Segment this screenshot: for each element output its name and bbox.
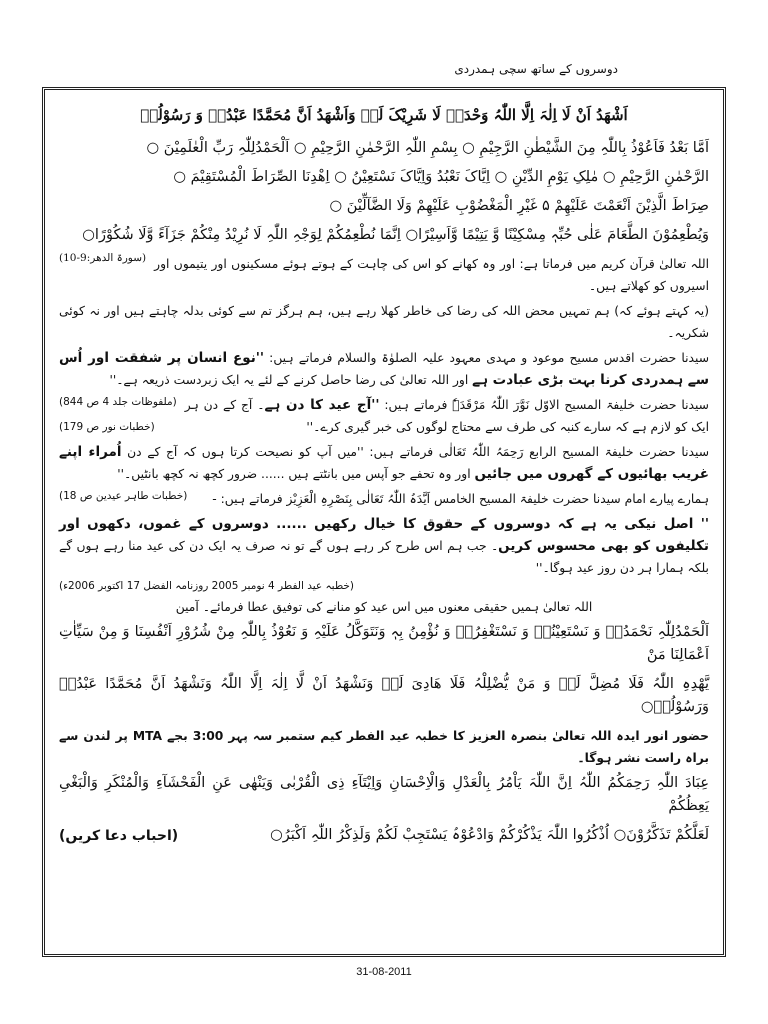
khalifa5-intro: ہمارے پیارے امام سیدنا حضرت خلیفۃ المسیح الخامس اَیَّدَہُ اللّٰہُ تَعَالٰی بِنَصْرِہِ الْعَزِیْز فرماتے ہیں: - <box>212 492 709 506</box>
translation-line-1: اللہ تعالیٰ قرآن کریم میں فرماتا ہے: اور وہ کھانے کو اس کی چاہت کے ہوتے ہوئے مسکینوں اور یتیموں اور اسیروں کو کھلاتے ہیں۔ <box>154 257 709 293</box>
khalifa4-intro: سیدنا حضرت خلیفۃ المسیح الرابع رَحِمَہُ اللّٰہُ تَعَالٰی فرماتے ہیں: ''میں آپ کو نصیحت کرتا ہوں کہ آج کے دن <box>121 445 710 459</box>
khalifa4-reference: (خطبات طاہر عیدین ص 18) <box>59 490 188 502</box>
content-frame <box>42 87 726 957</box>
khalifa1-quote-bold: ''آج عید کا دن ہے <box>264 397 380 413</box>
fatiha-line-2: الرَّحْمٰنِ الرَّحِیْمِ ○ مٰلِکِ یَوْمِ الدِّیْنِ ○ اِیَّاکَ نَعْبُدُ وَاِیَّاکَ نَسْتَعِیْنُ ○ اِھْدِنَا الصِّرَاطَ الْمُسْتَقِیْمَ ○ <box>173 169 709 185</box>
closing-line-1: عِبَادَ اللّٰہِ رَحِمَکُمُ اللّٰہُ اِنَّ اللّٰہَ یَاْمُرُ بِالْعَدْلِ وَالْاِحْسَانِ وَاِیْتَآءِ ذِی الْقُرْبٰی وَیَنْھٰی عَنِ الْفَحْشَآءِ وَالْمُنْکَرِ وَالْبَغْیِ یَعِظُکُمْ <box>59 775 709 814</box>
khalifa5-reference: (خطبہ عید الفطر 4 نومبر 2005 روزنامہ الفضل 17 اکتوبر 2006ء) <box>59 580 355 592</box>
fatiha-line-1: اَمَّا بَعْدُ فَاَعُوْذُ بِاللّٰہِ مِنَ الشَّیْطٰنِ الرَّجِیْمِ ○ بِسْمِ اللّٰہِ الرَّحْمٰنِ الرَّحِیْمِ ○ اَلْحَمْدُلِلّٰہِ رَبِّ الْعٰلَمِیْنَ ○ <box>146 140 709 156</box>
masih-quote-rest: اور اللہ تعالیٰ کی رضا حاصل کرنے کے لئے یہ ایک زبردست ذریعہ ہے۔'' <box>109 373 473 387</box>
verse-reference: (سورۃ الدھر:9-10) <box>59 252 147 264</box>
prayer-line: اللہ تعالیٰ ہمیں حقیقی معنوں میں اس عید کو منانے کی توفیق عطا فرمائے۔ آمین <box>175 600 593 614</box>
khalifa1-quote-rest: ۔ آج کے دن ہر ایک کو لازم ہے کہ سارے کنبہ کی طرف سے محتاج لوگوں کی خبر گیری کرے۔'' <box>184 398 709 434</box>
khalifa4-quote-rest: اور وہ تحفے جو آپس میں بانٹتے ہیں ...... ضرور کچھ نہ کچھ بانٹیں۔'' <box>117 467 475 481</box>
page-header-title: دوسروں کے ساتھ سچی ہمدردی <box>454 62 618 76</box>
khalifa5-quote <box>59 513 709 579</box>
masih-reference: (ملفوظات جلد 4 ص 844) <box>59 396 177 408</box>
broadcast-announcement: حضور انور ایدہ اللہ تعالیٰ بنصرہ العزیز کا خطبہ عید الفطر کیم ستمبر سہ پہر 3:00 بجے MTA پر لندن سے براہ راست نشر ہوگا۔ <box>59 729 709 765</box>
fatiha-line-3: صِرَاطَ الَّذِیْنَ اَنْعَمْتَ عَلَیْھِمْ ۵ غَیْرِ الْمَغْضُوْبِ عَلَیْھِمْ وَلَا الضَّآلِّیْنَ ○ <box>329 198 709 214</box>
closing-final-row <box>59 824 709 847</box>
verse-text: وَیُطْعِمُوْنَ الطَّعَامَ عَلٰی حُبِّہٖ مِسْکِیْنًا وَّ یَتِیْمًا وَّاَسِیْرًا○ اِنَّمَا نُطْعِمُکُمْ لِوَجْہِ اللّٰہِ لَا نُرِیْدُ مِنْکُمْ جَزَآءً وَّلَا شُکُوْرًا○ <box>82 227 709 243</box>
shahada-line: اَشْھَدُ اَنْ لَا اِلٰہَ اِلَّا اللّٰہُ وَحْدَہٗ لَا شَرِیْکَ لَہٗ وَاَشْھَدُ اَنَّ مُحَمَّدًا عَبْدُہٗ وَ رَسُوْلُہٗ <box>140 106 628 124</box>
quran-verse <box>59 224 709 264</box>
khalifa4-quote-bold: اُمراء اپنے غریب بھائیوں کے گھروں میں جائیں <box>59 444 709 482</box>
hamd-line-2: یَّھْدِہِ اللّٰہُ فَلَا مُضِلَّ لَہٗ وَ مَنْ یُّضْلِلْہُ فَلَا ھَادِیَ لَہٗ وَنَشْھَدُ اَنْ لَّا اِلٰہَ اِلَّا اللّٰہُ وَنَشْھَدُ اَنَّ مُحَمَّدًا عَبْدُہٗ وَرَسُوْلُہٗ○ <box>59 676 709 715</box>
khalifa1-intro: سیدنا حضرت خلیفۃ المسیح الاوّل نَوَّرَ اللّٰہُ مَرْقَدَہٗ فرماتے ہیں: <box>379 398 709 412</box>
khalifa5-quote-bold: '' اصل نیکی یہ ہے کہ دوسروں کے حقوق کا خیال رکھیں ...... دوسروں کے غموں، دکھوں اور تکلیفوں کو بھی محسوس کریں <box>59 516 709 554</box>
khalifa5-quote-rest: ۔ جب ہم اس طرح کر رہے ہوں گے تو نہ صرف یہ ایک دن کی عید منا رہے ہوں گے بلکہ ہمارا ہر دن روز عید ہوگا۔'' <box>59 539 709 575</box>
masih-intro: سیدنا حضرت اقدس مسیح موعود و مہدی معہود علیہ الصلوٰۃ والسلام فرماتے ہیں: <box>264 351 710 365</box>
masih-quote-bold: ''نوع انسان پر شفقت اور اُس سے ہمدردی کرنا بہت بڑی عبادت ہے <box>59 350 709 388</box>
khalifa1-reference: (خطبات نور ص 179) <box>59 421 155 433</box>
closing-line-2: لَعَلَّکُمْ تَذَکَّرُوْنَ○ اُذْکُرُوا اللّٰہَ یَذْکُرْکُمْ وَادْعُوْہُ یَسْتَجِبْ لَکُمْ وَلَذِکْرُ اللّٰہِ اَکْبَرُ○ <box>270 827 709 843</box>
prayer-request: (احباب دعا کریں) <box>59 827 179 844</box>
hamd-line-1: اَلْحَمْدُلِلّٰہِ نَحْمَدُہٗ وَ نَسْتَعِیْنُہٗ وَ نَسْتَغْفِرُہٗ وَ نُؤْمِنُ بِہٖ وَنَتَوَکَّلُ عَلَیْہِ وَ نَعُوْذُ بِاللّٰہِ مِنْ شُرُوْرِ اَنْفُسِنَا وَ مِنْ سَیِّاٰتِ اَعْمَالِنَا مَنْ <box>59 624 709 663</box>
translation-line-2: (یہ کہتے ہوئے کہ) ہم تمہیں محض اللہ کی رضا کی خاطر کھلا رہے ہیں، ہم ہرگز تم سے کوئی بدلہ چاہتے ہیں اور نہ کوئی شکریہ۔ <box>59 304 709 340</box>
footer-date: 31-08-2011 <box>356 966 412 978</box>
